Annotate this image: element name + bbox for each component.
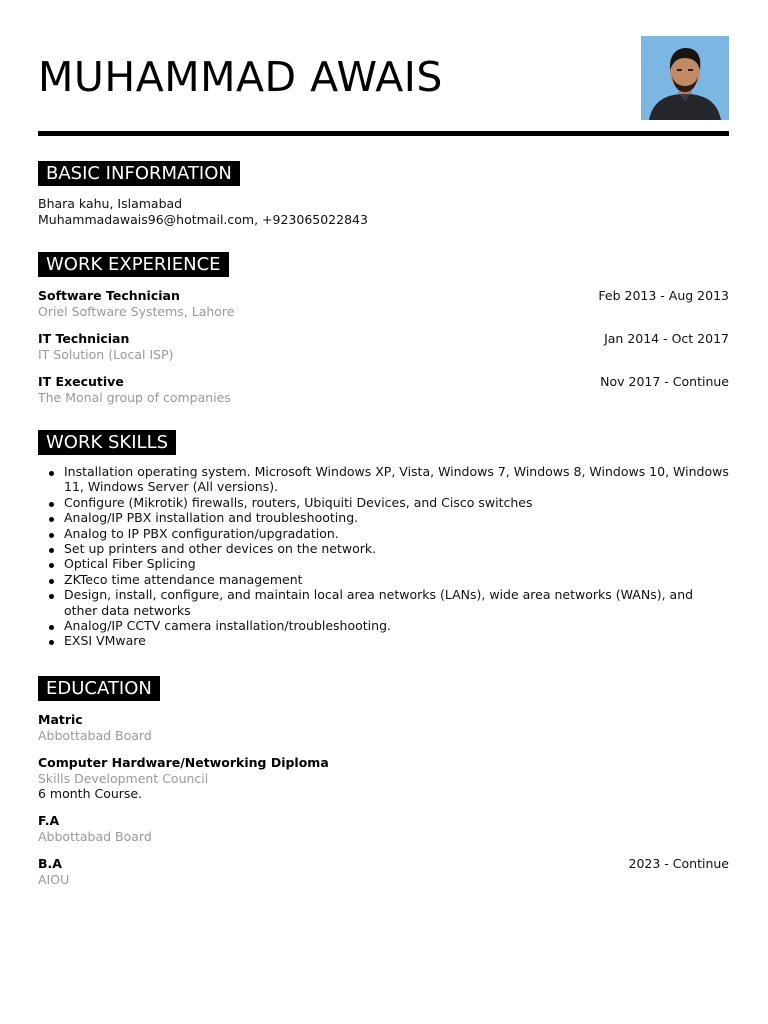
education-institution: Abbottabad Board	[38, 828, 152, 844]
skill-item: Configure (Mikrotik) firewalls, routers, Ubiquiti Devices, and Cisco switches	[38, 495, 729, 510]
education-title: Matric	[38, 712, 83, 727]
education-note: 6 month Course.	[38, 786, 143, 801]
profile-photo	[641, 36, 729, 120]
skill-item: ZKTeco time attendance management	[38, 572, 729, 587]
job-company: Oriel Software Systems, Lahore	[38, 303, 235, 319]
education-entry	[38, 856, 729, 899]
experience-entry	[38, 374, 729, 417]
job-dates: Nov 2017 - Continue	[600, 374, 729, 389]
skill-item: Analog/IP CCTV camera installation/troubleshooting.	[38, 618, 729, 633]
education-entry	[38, 755, 729, 813]
education-entry	[38, 712, 729, 755]
education-section	[38, 676, 729, 899]
header-divider	[38, 131, 729, 136]
experience-entry	[38, 331, 729, 374]
job-company: The Monal group of companies	[38, 389, 231, 405]
education-title: Computer Hardware/Networking Diploma	[38, 755, 329, 770]
education-title: B.A	[38, 856, 62, 871]
education-heading: EDUCATION	[38, 676, 160, 701]
skill-item: Set up printers and other devices on the network.	[38, 541, 729, 556]
education-institution: AIOU	[38, 871, 70, 887]
skill-item: Analog to IP PBX configuration/upgradation.	[38, 526, 729, 541]
education-institution: Skills Development Council	[38, 770, 209, 786]
resume-name: MUHAMMAD AWAIS	[38, 53, 443, 101]
basic-information-heading: BASIC INFORMATION	[38, 161, 240, 186]
job-dates: Feb 2013 - Aug 2013	[598, 288, 729, 303]
work-experience-heading: WORK EXPERIENCE	[38, 252, 229, 277]
skills-list	[38, 464, 729, 649]
education-dates: 2023 - Continue	[628, 856, 729, 871]
job-company: IT Solution (Local ISP)	[38, 346, 174, 362]
work-skills-section	[38, 430, 729, 649]
skill-item: Optical Fiber Splicing	[38, 556, 729, 571]
education-entry	[38, 813, 729, 856]
skill-item: EXSI VMware	[38, 633, 729, 648]
job-title: IT Executive	[38, 374, 124, 389]
education-title: F.A	[38, 813, 60, 828]
education-institution: Abbottabad Board	[38, 727, 152, 743]
address-text: Bhara kahu, Islamabad	[38, 196, 183, 211]
skill-item: Design, install, configure, and maintain local area networks (LANs), wide area networks (WANs), and other data networks	[38, 587, 729, 618]
work-skills-heading: WORK SKILLS	[38, 430, 176, 455]
skill-item: Installation operating system. Microsoft Windows XP, Vista, Windows 7, Windows 8, Windows 10, Windows 11, Windows Server (All versions).	[38, 464, 729, 495]
contact-text: Muhammadawais96@hotmail.com, +923065022843	[38, 211, 368, 227]
job-dates: Jan 2014 - Oct 2017	[604, 331, 729, 346]
job-title: Software Technician	[38, 288, 180, 303]
work-experience-section	[38, 252, 729, 417]
job-title: IT Technician	[38, 331, 130, 346]
person-portrait-icon	[641, 36, 729, 120]
skill-item: Analog/IP PBX installation and troubleshooting.	[38, 510, 729, 525]
basic-information-section	[38, 161, 729, 227]
experience-entry	[38, 288, 729, 331]
